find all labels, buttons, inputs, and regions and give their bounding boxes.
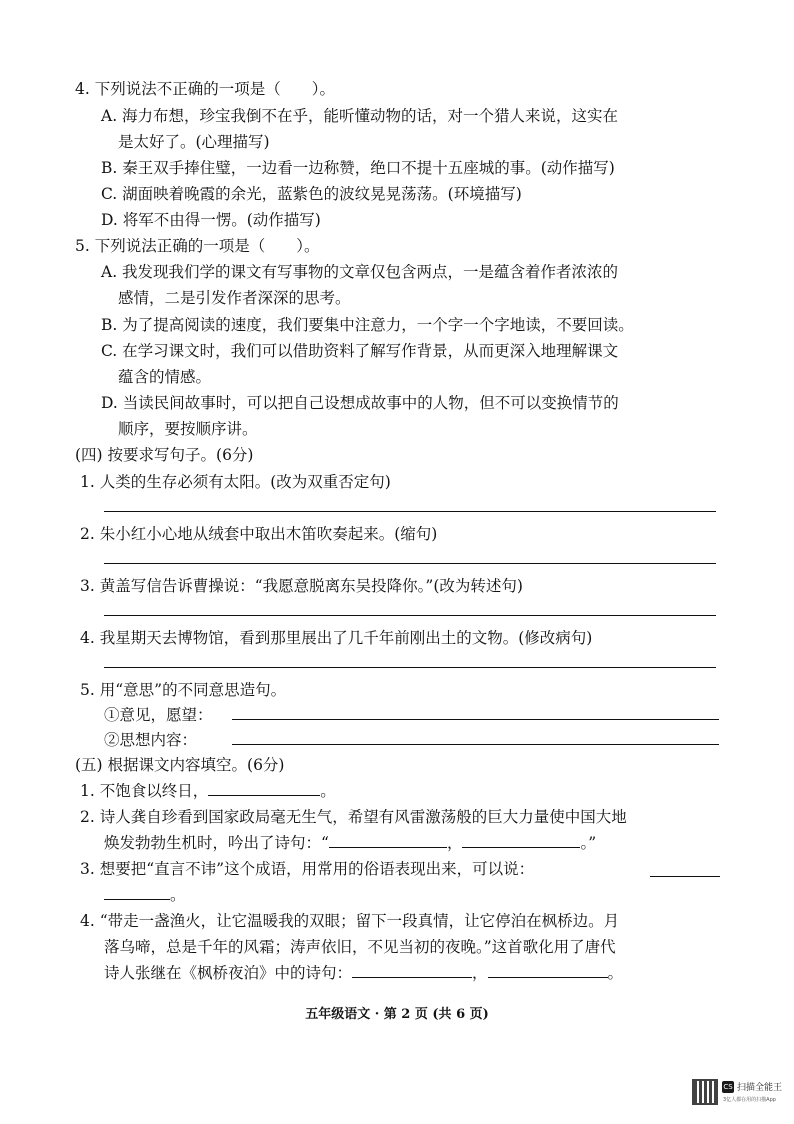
rewrite-1-prompt: 1. 人类的生存必须有太阳。(改为双重否定句) xyxy=(80,473,391,491)
q5-option-b: B. 为了提高阅读的速度，我们要集中注意力，一个字一个字地读，不要回读。 xyxy=(101,316,634,334)
fill-1 xyxy=(80,781,336,801)
q5-option-d-line2: 顺序，要按顺序讲。 xyxy=(118,420,258,438)
fill-1-text: 1. 不饱食以终日， xyxy=(80,782,209,800)
fill-3-end: 。 xyxy=(170,886,186,904)
fill-4-blank-a xyxy=(352,963,472,978)
rewrite-1-answer-line xyxy=(104,511,716,512)
rewrite-5a-label: ①意见，愿望： xyxy=(104,706,213,724)
q5-option-d-line1: D. 当读民间故事时，可以把自己设想成故事中的人物，但不可以变换情节的 xyxy=(101,394,619,412)
fill-2-end: 。” xyxy=(580,834,597,852)
q4-option-d: D. 将军不由得一愣。(动作描写) xyxy=(101,211,321,229)
fill-4-line2: 落乌啼，总是千年的风霜；涛声依旧，不见当初的夜晚。”这首歌化用了唐代 xyxy=(104,938,616,956)
q4-option-b: B. 秦王双手捧住璧，一边看一边称赞，绝口不提十五座城的事。(动作描写) xyxy=(101,159,615,177)
fill-2-blank-b xyxy=(462,833,580,848)
section-5-title: (五) 根据课文内容填空。(6分) xyxy=(75,756,285,774)
fill-1-end: 。 xyxy=(320,782,336,800)
page-footer: 五年级语文 · 第 2 页 (共 6 页) xyxy=(305,1007,489,1022)
rewrite-5b-answer-line xyxy=(232,744,719,745)
fill-2-blank-a xyxy=(329,833,447,848)
q5-option-c-line2: 蕴含的情感。 xyxy=(118,368,212,386)
q5-option-a-line2: 感情，二是引发作者深深的思考。 xyxy=(118,289,351,307)
fill-3-line2 xyxy=(104,885,186,905)
fill-4-end: 。 xyxy=(607,964,624,982)
camscanner-logo-icon: CS xyxy=(723,1083,733,1091)
q4-stem: 4. 下列说法不正确的一项是（ ）。 xyxy=(75,80,335,98)
rewrite-3-prompt: 3. 黄盖写信告诉曹操说：“我愿意脱离东吴投降你。”(改为转述句) xyxy=(80,577,523,595)
rewrite-5a-answer-line xyxy=(232,719,719,720)
fill-4-line3 xyxy=(104,963,623,983)
fill-2-line2 xyxy=(104,833,596,853)
rewrite-5b-label: ②思想内容： xyxy=(104,731,198,749)
scanner-app-name: 扫描全能王 xyxy=(737,1083,783,1093)
q5-option-c-line1: C. 在学习课文时，我们可以借助资料了解写作背景，从而更深入地理解课文 xyxy=(101,342,619,360)
fill-4-comma: ， xyxy=(472,964,488,982)
q4-option-c: C. 湖面映着晚霞的余光，蓝紫色的波纹晃晃荡荡。(环境描写) xyxy=(101,185,522,203)
fill-3-blank-b xyxy=(104,885,170,900)
fill-4-line1: 4. “带走一盏渔火，让它温暖我的双眼；留下一段真情，让它停泊在枫桥边。月 xyxy=(80,912,620,930)
fill-2-comma: ， xyxy=(446,834,463,852)
q4-option-a-line1: A. 海力布想，珍宝我倒不在乎，能听懂动物的话，对一个猎人来说，这实在 xyxy=(101,107,619,125)
rewrite-2-prompt: 2. 朱小红小心地从绒套中取出木笛吹奏起来。(缩句) xyxy=(80,525,438,543)
fill-4-blank-b xyxy=(488,963,608,978)
fill-4-text: 诗人张继在《枫桥夜泊》中的诗句： xyxy=(104,964,353,982)
scanner-slogan: 3亿人都在用的扫描App xyxy=(723,1097,776,1103)
rewrite-4-prompt: 4. 我星期天去博物馆，看到那里展出了几千年前刚出土的文物。(修改病句) xyxy=(80,629,593,647)
fill-2-line1: 2. 诗人龚自珍看到国家政局毫无生气，希望有风雷激荡般的巨大力量使中国大地 xyxy=(80,808,627,826)
q5-stem: 5. 下列说法正确的一项是（ ）。 xyxy=(75,237,320,255)
rewrite-5-prompt: 5. 用“意思”的不同意思造句。 xyxy=(80,681,287,699)
qr-code-icon xyxy=(692,1079,718,1105)
fill-1-blank xyxy=(208,781,320,796)
rewrite-2-answer-line xyxy=(104,563,716,564)
q5-option-a-line1: A. 我发现我们学的课文有写事物的文章仅包含两点，一是蕴含着作者浓浓的 xyxy=(101,263,619,281)
section-4-title: (四) 按要求写句子。(6分) xyxy=(75,446,254,464)
fill-2-text: 焕发勃勃生机时，吟出了诗句：“ xyxy=(104,834,329,852)
rewrite-3-answer-line xyxy=(104,615,716,616)
scanner-watermark xyxy=(692,1079,788,1109)
fill-3-blank-a xyxy=(650,876,720,877)
q4-option-a-line2: 是太好了。(心理描写) xyxy=(118,133,270,151)
fill-3-line1: 3. 想要把“直言不讳”这个成语，用常用的俗语表现出来，可以说： xyxy=(80,860,535,878)
rewrite-4-answer-line xyxy=(104,667,716,668)
